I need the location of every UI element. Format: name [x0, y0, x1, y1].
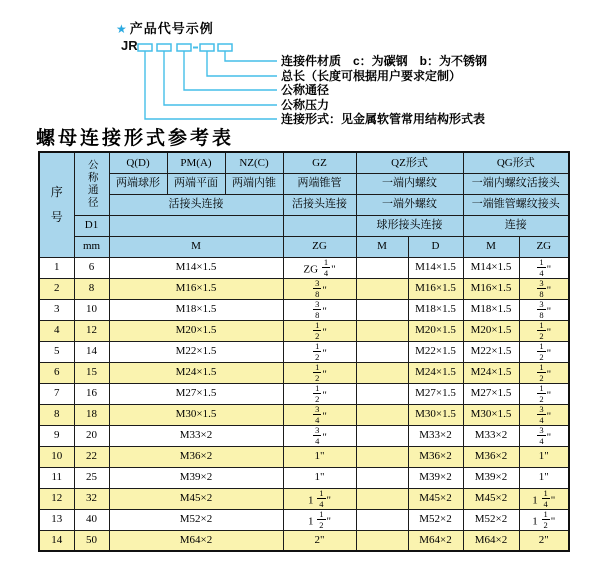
- cell-seq: 13: [39, 509, 74, 530]
- table-row: [39, 383, 569, 404]
- cell-qg-m: M20×1.5: [463, 320, 519, 341]
- cell-qz-m: [356, 257, 408, 278]
- cell-gz-zg: 1 $\frac{1}{2}$ ": [283, 509, 356, 530]
- header-group-nzc: NZ(C): [225, 152, 283, 173]
- cell-m: M16×1.5: [109, 278, 283, 299]
- header-qg-taper-joint: 一端锥管螺纹接头: [463, 194, 569, 215]
- cell-m: M20×1.5: [109, 320, 283, 341]
- cell-seq: 8: [39, 404, 74, 425]
- header-qz-ball-joint: 球形接头连接: [356, 215, 463, 236]
- cell-gz-zg: $\frac{1}{2}$ ": [283, 383, 356, 404]
- header-qg-connection: 连接: [463, 215, 569, 236]
- cell-qg-zg: $\frac{1}{2}$ ": [519, 383, 569, 404]
- cell-qg-m: M18×1.5: [463, 299, 519, 320]
- cell-qz-d: M14×1.5: [408, 257, 463, 278]
- cell-m: M18×1.5: [109, 299, 283, 320]
- cell-m: M27×1.5: [109, 383, 283, 404]
- product-code-example-text: 产品代号示例: [129, 21, 214, 36]
- cell-m: M52×2: [109, 509, 283, 530]
- code-box: [200, 44, 214, 51]
- cell-qg-zg: $\frac{1}{2}$ ": [519, 362, 569, 383]
- cell-m: M14×1.5: [109, 257, 283, 278]
- reference-table: [38, 151, 570, 552]
- cell-qg-zg: 1": [519, 467, 569, 488]
- table-body: [39, 257, 569, 551]
- label-nominal-pressure: 公称压力: [281, 98, 330, 112]
- code-box: [157, 44, 171, 51]
- cell-gz-zg: 1 $\frac{1}{4}$ ": [283, 488, 356, 509]
- header-gz-type: 两端锥管: [283, 173, 356, 194]
- label-nominal-diameter: 公称通径: [281, 83, 330, 97]
- cell-seq: 9: [39, 425, 74, 446]
- cell-m: M45×2: [109, 488, 283, 509]
- cell-qz-d: M20×1.5: [408, 320, 463, 341]
- cell-qz-m: [356, 404, 408, 425]
- table-row: [39, 257, 569, 278]
- header-empty-cell: [283, 215, 356, 236]
- cell-qz-d: M27×1.5: [408, 383, 463, 404]
- cell-qz-d: M16×1.5: [408, 278, 463, 299]
- cell-dn: 12: [74, 320, 109, 341]
- cell-dn: 8: [74, 278, 109, 299]
- cell-qz-d: M33×2: [408, 425, 463, 446]
- header-nzc-type: 两端内锥: [225, 173, 283, 194]
- cell-qg-zg: 1 $\frac{1}{2}$ ": [519, 509, 569, 530]
- header-seq-char: 号: [50, 209, 63, 224]
- cell-dn: 10: [74, 299, 109, 320]
- cell-seq: 12: [39, 488, 74, 509]
- cell-dn: 18: [74, 404, 109, 425]
- header-d1: D1: [74, 215, 109, 236]
- header-qg-zg-col: ZG: [519, 236, 569, 257]
- header-gz-union-connection: 活接头连接: [283, 194, 356, 215]
- cell-gz-zg: $\frac{3}{4}$ ": [283, 425, 356, 446]
- code-box: [138, 44, 152, 51]
- code-diagram-lines: [0, 0, 300, 135]
- connector-line: [184, 51, 277, 90]
- cell-gz-zg: $\frac{1}{2}$ ": [283, 362, 356, 383]
- label-total-length: 总长（长度可根据用户要求定制）: [281, 69, 462, 83]
- table-header: [39, 152, 569, 257]
- header-group-qd: Q(D): [109, 152, 167, 173]
- header-qg-m-col: M: [463, 236, 519, 257]
- cell-qg-m: M14×1.5: [463, 257, 519, 278]
- table-row: [39, 320, 569, 341]
- table-row: [39, 425, 569, 446]
- header-zg-col: ZG: [283, 236, 356, 257]
- cell-m: M64×2: [109, 530, 283, 551]
- cell-qg-m: M24×1.5: [463, 362, 519, 383]
- table-row: [39, 530, 569, 551]
- cell-qg-m: M39×2: [463, 467, 519, 488]
- cell-qz-d: M36×2: [408, 446, 463, 467]
- table-row: [39, 404, 569, 425]
- cell-qg-m: M45×2: [463, 488, 519, 509]
- cell-qz-m: [356, 509, 408, 530]
- cell-qz-m: [356, 446, 408, 467]
- cell-dn: 25: [74, 467, 109, 488]
- cell-m: M36×2: [109, 446, 283, 467]
- header-qz-d-col: D: [408, 236, 463, 257]
- cell-dn: 50: [74, 530, 109, 551]
- header-pma-type: 两端平面: [167, 173, 225, 194]
- cell-dn: 15: [74, 362, 109, 383]
- header-union-connection: 活接头连接: [109, 194, 283, 215]
- cell-gz-zg: $\frac{3}{4}$ ": [283, 404, 356, 425]
- cell-dn: 6: [74, 257, 109, 278]
- cell-seq: 1: [39, 257, 74, 278]
- cell-gz-zg: $\frac{1}{2}$ ": [283, 320, 356, 341]
- connector-line: [164, 51, 277, 105]
- header-empty-cell: [109, 215, 283, 236]
- cell-qg-zg: $\frac{3}{4}$ ": [519, 404, 569, 425]
- header-group-qz: QZ形式: [356, 152, 463, 173]
- cell-qz-m: [356, 341, 408, 362]
- cell-gz-zg: 1": [283, 446, 356, 467]
- cell-seq: 10: [39, 446, 74, 467]
- connector-line: [207, 51, 277, 76]
- cell-qg-m: M36×2: [463, 446, 519, 467]
- code-prefix: JR: [121, 38, 138, 53]
- cell-seq: 2: [39, 278, 74, 299]
- cell-m: M30×1.5: [109, 404, 283, 425]
- header-group-gz: GZ: [283, 152, 356, 173]
- header-mm: mm: [74, 236, 109, 257]
- table-row: [39, 362, 569, 383]
- cell-qg-m: M33×2: [463, 425, 519, 446]
- cell-qz-d: M24×1.5: [408, 362, 463, 383]
- cell-qz-m: [356, 362, 408, 383]
- cell-qz-m: [356, 320, 408, 341]
- table-row: [39, 446, 569, 467]
- cell-dn: 20: [74, 425, 109, 446]
- cell-qg-m: M52×2: [463, 509, 519, 530]
- table-row: [39, 299, 569, 320]
- star-icon: ★: [116, 22, 128, 36]
- label-connection-form: 连接形式：见金属软管常用结构形式表: [281, 112, 486, 126]
- cell-qg-zg: $\frac{3}{4}$ ": [519, 425, 569, 446]
- cell-qg-zg: $\frac{1}{4}$ ": [519, 257, 569, 278]
- cell-m: M33×2: [109, 425, 283, 446]
- cell-m: M39×2: [109, 467, 283, 488]
- cell-qz-m: [356, 488, 408, 509]
- cell-qz-m: [356, 299, 408, 320]
- cell-qz-d: M45×2: [408, 488, 463, 509]
- cell-qg-m: M30×1.5: [463, 404, 519, 425]
- cell-seq: 7: [39, 383, 74, 404]
- table-row: [39, 278, 569, 299]
- header-qg-type: 一端内螺纹活接头: [463, 173, 569, 194]
- table-title: 螺母连接形式参考表: [36, 128, 235, 149]
- table-row: [39, 341, 569, 362]
- header-group-qg: QG形式: [463, 152, 569, 173]
- header-qd-type: 两端球形: [109, 173, 167, 194]
- cell-qg-zg: 1 $\frac{1}{4}$ ": [519, 488, 569, 509]
- cell-dn: 14: [74, 341, 109, 362]
- cell-qz-m: [356, 467, 408, 488]
- cell-qz-m: [356, 278, 408, 299]
- connector-line: [225, 51, 277, 61]
- cell-qz-d: M22×1.5: [408, 341, 463, 362]
- cell-gz-zg: $\frac{3}{8}$ ": [283, 278, 356, 299]
- cell-qg-zg: $\frac{1}{2}$ ": [519, 320, 569, 341]
- cell-seq: 5: [39, 341, 74, 362]
- cell-seq: 4: [39, 320, 74, 341]
- header-qz-m-col: M: [356, 236, 408, 257]
- cell-gz-zg: $\frac{1}{2}$ ": [283, 341, 356, 362]
- header-dn-text: 公称通径: [86, 158, 98, 209]
- cell-gz-zg: 1": [283, 467, 356, 488]
- cell-dn: 32: [74, 488, 109, 509]
- cell-m: M24×1.5: [109, 362, 283, 383]
- cell-qz-d: M18×1.5: [408, 299, 463, 320]
- cell-qz-d: M64×2: [408, 530, 463, 551]
- label-material: 连接件材质 c：为碳钢 b：为不锈钢: [281, 54, 488, 68]
- header-group-pma: PM(A): [167, 152, 225, 173]
- cell-qg-zg: 1": [519, 446, 569, 467]
- cell-qg-zg: $\frac{1}{2}$ ": [519, 341, 569, 362]
- table-row: [39, 509, 569, 530]
- cell-qz-m: [356, 425, 408, 446]
- table-row: [39, 488, 569, 509]
- header-m-col: M: [109, 236, 283, 257]
- cell-dn: 40: [74, 509, 109, 530]
- cell-qg-m: M16×1.5: [463, 278, 519, 299]
- header-seq: [39, 152, 74, 257]
- code-box: [177, 44, 191, 51]
- header-seq-char: 序: [50, 184, 63, 199]
- cell-qz-d: M52×2: [408, 509, 463, 530]
- cell-qg-zg: 2": [519, 530, 569, 551]
- cell-qg-zg: $\frac{3}{8}$ ": [519, 299, 569, 320]
- cell-seq: 11: [39, 467, 74, 488]
- cell-seq: 14: [39, 530, 74, 551]
- cell-qz-d: M39×2: [408, 467, 463, 488]
- cell-m: M22×1.5: [109, 341, 283, 362]
- cell-qg-zg: $\frac{3}{8}$ ": [519, 278, 569, 299]
- cell-qg-m: M22×1.5: [463, 341, 519, 362]
- cell-dn: 22: [74, 446, 109, 467]
- header-dn: [74, 152, 109, 215]
- cell-seq: 6: [39, 362, 74, 383]
- code-box: [218, 44, 232, 51]
- cell-qz-d: M30×1.5: [408, 404, 463, 425]
- cell-qg-m: M64×2: [463, 530, 519, 551]
- header-qz-external-thread: 一端外螺纹: [356, 194, 463, 215]
- header-qz-type: 一端内螺纹: [356, 173, 463, 194]
- cell-seq: 3: [39, 299, 74, 320]
- cell-gz-zg: 2": [283, 530, 356, 551]
- cell-dn: 16: [74, 383, 109, 404]
- cell-gz-zg: $\frac{3}{8}$ ": [283, 299, 356, 320]
- cell-qz-m: [356, 383, 408, 404]
- cell-gz-zg: ZG $\frac{1}{4}$ ": [283, 257, 356, 278]
- cell-qg-m: M27×1.5: [463, 383, 519, 404]
- cell-qz-m: [356, 530, 408, 551]
- table-row: [39, 467, 569, 488]
